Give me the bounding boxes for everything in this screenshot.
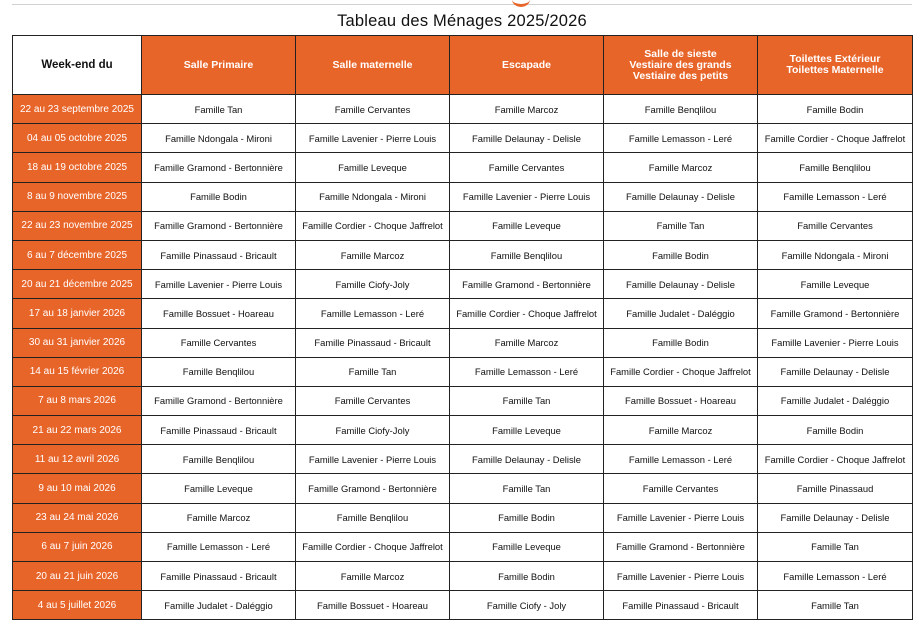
assignment-cell: Famille Lavenier - Pierre Louis bbox=[604, 562, 758, 591]
column-header-zone bbox=[604, 36, 758, 95]
assignment-cell: Famille Ciofy - Joly bbox=[450, 591, 604, 620]
assignment-cell: Famille Gramond - Bertonnière bbox=[604, 532, 758, 561]
table-row bbox=[13, 270, 913, 299]
assignment-cell: Famille Lavenier - Pierre Louis bbox=[142, 270, 296, 299]
assignment-cell: Famille Delaunay - Delisle bbox=[758, 357, 913, 386]
assignment-cell: Famille Bodin bbox=[450, 562, 604, 591]
table-row bbox=[13, 416, 913, 445]
assignment-cell: Famille Ndongala - Mironi bbox=[296, 182, 450, 211]
weekend-date-cell: 9 au 10 mai 2026 bbox=[13, 474, 142, 503]
weekend-date-cell: 20 au 21 juin 2026 bbox=[13, 562, 142, 591]
assignment-cell: Famille Gramond - Bertonnière bbox=[450, 270, 604, 299]
table-row bbox=[13, 182, 913, 211]
roster-body bbox=[13, 95, 913, 620]
table-row bbox=[13, 328, 913, 357]
assignment-cell: Famille Delaunay - Delisle bbox=[604, 182, 758, 211]
table-row bbox=[13, 124, 913, 153]
assignment-cell: Famille Ciofy-Joly bbox=[296, 416, 450, 445]
assignment-cell: Famille Pinassaud - Bricault bbox=[142, 562, 296, 591]
assignment-cell: Famille Lavenier - Pierre Louis bbox=[296, 445, 450, 474]
assignment-cell: Famille Lavenier - Pierre Louis bbox=[758, 328, 913, 357]
assignment-cell: Famille Gramond - Bertonnière bbox=[142, 386, 296, 415]
assignment-cell: Famille Ndongala - Mironi bbox=[142, 124, 296, 153]
weekend-date-cell: 6 au 7 décembre 2025 bbox=[13, 240, 142, 269]
column-header-zone bbox=[296, 36, 450, 95]
column-header-zone bbox=[142, 36, 296, 95]
weekend-date-cell: 4 au 5 juillet 2026 bbox=[13, 591, 142, 620]
assignment-cell: Famille Leveque bbox=[450, 211, 604, 240]
assignment-cell: Famille Lavenier - Pierre Louis bbox=[296, 124, 450, 153]
column-header-line: Salle maternelle bbox=[332, 58, 413, 71]
assignment-cell: Famille Tan bbox=[604, 211, 758, 240]
assignment-cell: Famille Gramond - Bertonnière bbox=[142, 211, 296, 240]
assignment-cell: Famille Bodin bbox=[450, 503, 604, 532]
weekend-date-cell: 17 au 18 janvier 2026 bbox=[13, 299, 142, 328]
table-row bbox=[13, 153, 913, 182]
assignment-cell: Famille Benqlilou bbox=[142, 445, 296, 474]
assignment-cell: Famille Delaunay - Delisle bbox=[758, 503, 913, 532]
assignment-cell: Famille Lemasson - Leré bbox=[296, 299, 450, 328]
assignment-cell: Famille Tan bbox=[450, 474, 604, 503]
assignment-cell: Famille Cervantes bbox=[296, 386, 450, 415]
assignment-cell: Famille Tan bbox=[296, 357, 450, 386]
weekend-date-cell: 8 au 9 novembre 2025 bbox=[13, 182, 142, 211]
assignment-cell: Famille Gramond - Bertonnière bbox=[296, 474, 450, 503]
table-row bbox=[13, 211, 913, 240]
assignment-cell: Famille Lemasson - Leré bbox=[758, 182, 913, 211]
weekend-date-cell: 21 au 22 mars 2026 bbox=[13, 416, 142, 445]
assignment-cell: Famille Marcoz bbox=[296, 562, 450, 591]
assignment-cell: Famille Lemasson - Leré bbox=[142, 532, 296, 561]
assignment-cell: Famille Lemasson - Leré bbox=[758, 562, 913, 591]
weekend-date-cell: 6 au 7 juin 2026 bbox=[13, 532, 142, 561]
assignment-cell: Famille Pinassaud - Bricault bbox=[142, 240, 296, 269]
assignment-cell: Famille Lemasson - Leré bbox=[604, 124, 758, 153]
assignment-cell: Famille Cervantes bbox=[296, 95, 450, 124]
weekend-date-cell: 20 au 21 décembre 2025 bbox=[13, 270, 142, 299]
top-divider bbox=[12, 4, 912, 5]
weekend-date-cell: 7 au 8 mars 2026 bbox=[13, 386, 142, 415]
assignment-cell: Famille Leveque bbox=[758, 270, 913, 299]
assignment-cell: Famille Tan bbox=[758, 532, 913, 561]
column-header-line: Vestiaire des grands bbox=[629, 58, 732, 71]
assignment-cell: Famille Cervantes bbox=[758, 211, 913, 240]
assignment-cell: Famille Judalet - Daléggio bbox=[758, 386, 913, 415]
column-header-date: Week-end du bbox=[13, 36, 142, 95]
table-row bbox=[13, 591, 913, 620]
assignment-cell: Famille Ciofy-Joly bbox=[296, 270, 450, 299]
column-header-line: Toilettes Extérieur bbox=[789, 53, 881, 65]
assignment-cell: Famille Cordier - Choque Jaffrelot bbox=[296, 532, 450, 561]
column-header-line: Salle de sieste bbox=[644, 47, 717, 60]
table-row bbox=[13, 386, 913, 415]
assignment-cell: Famille Leveque bbox=[450, 416, 604, 445]
weekend-date-cell: 22 au 23 septembre 2025 bbox=[13, 95, 142, 124]
column-header-line: Vestiaire des petits bbox=[632, 69, 729, 82]
column-header-line: Toilettes Maternelle bbox=[786, 64, 884, 76]
assignment-cell: Famille Cordier - Choque Jaffrelot bbox=[296, 211, 450, 240]
assignment-cell: Famille Cordier - Choque Jaffrelot bbox=[604, 357, 758, 386]
assignment-cell: Famille Cervantes bbox=[450, 153, 604, 182]
assignment-cell: Famille Pinassaud - Bricault bbox=[142, 416, 296, 445]
assignment-cell: Famille Lemasson - Leré bbox=[450, 357, 604, 386]
assignment-cell: Famille Cervantes bbox=[604, 474, 758, 503]
assignment-cell: Famille Benqlilou bbox=[758, 153, 913, 182]
assignment-cell: Famille Bossuet - Hoareau bbox=[604, 386, 758, 415]
assignment-cell: Famille Lavenier - Pierre Louis bbox=[604, 503, 758, 532]
weekend-date-cell: 11 au 12 avril 2026 bbox=[13, 445, 142, 474]
assignment-cell: Famille Marcoz bbox=[142, 503, 296, 532]
header-row bbox=[13, 36, 913, 95]
cleaning-roster-table bbox=[12, 35, 913, 620]
assignment-cell: Famille Bossuet - Hoareau bbox=[296, 591, 450, 620]
assignment-cell: Famille Bodin bbox=[142, 182, 296, 211]
assignment-cell: Famille Judalet - Daléggio bbox=[142, 591, 296, 620]
assignment-cell: Famille Marcoz bbox=[296, 240, 450, 269]
assignment-cell: Famille Ndongala - Mironi bbox=[758, 240, 913, 269]
assignment-cell: Famille Bodin bbox=[758, 95, 913, 124]
assignment-cell: Famille Delaunay - Delisle bbox=[450, 445, 604, 474]
assignment-cell: Famille Bodin bbox=[604, 240, 758, 269]
column-header-zone bbox=[758, 36, 913, 95]
assignment-cell: Famille Leveque bbox=[142, 474, 296, 503]
assignment-cell: Famille Lemasson - Leré bbox=[604, 445, 758, 474]
assignment-cell: Famille Cordier - Choque Jaffrelot bbox=[758, 445, 913, 474]
assignment-cell: Famille Marcoz bbox=[604, 153, 758, 182]
assignment-cell: Famille Bodin bbox=[604, 328, 758, 357]
table-row bbox=[13, 532, 913, 561]
assignment-cell: Famille Bossuet - Hoareau bbox=[142, 299, 296, 328]
column-header-line: Escapade bbox=[501, 58, 552, 71]
weekend-date-cell: 22 au 23 novembre 2025 bbox=[13, 211, 142, 240]
weekend-date-cell: 14 au 15 février 2026 bbox=[13, 357, 142, 386]
column-header-zone bbox=[450, 36, 604, 95]
table-row bbox=[13, 357, 913, 386]
assignment-cell: Famille Cordier - Choque Jaffrelot bbox=[450, 299, 604, 328]
assignment-cell: Famille Lavenier - Pierre Louis bbox=[450, 182, 604, 211]
table-row bbox=[13, 474, 913, 503]
assignment-cell: Famille Leveque bbox=[296, 153, 450, 182]
assignment-cell: Famille Cervantes bbox=[142, 328, 296, 357]
assignment-cell: Famille Marcoz bbox=[604, 416, 758, 445]
assignment-cell: Famille Marcoz bbox=[450, 95, 604, 124]
assignment-cell: Famille Tan bbox=[758, 591, 913, 620]
assignment-cell: Famille Gramond - Bertonnière bbox=[758, 299, 913, 328]
assignment-cell: Famille Tan bbox=[450, 386, 604, 415]
assignment-cell: Famille Pinassaud - Bricault bbox=[296, 328, 450, 357]
assignment-cell: Famille Benqlilou bbox=[604, 95, 758, 124]
table-row bbox=[13, 299, 913, 328]
table-row bbox=[13, 562, 913, 591]
logo-mark bbox=[512, 0, 530, 7]
assignment-cell: Famille Benqlilou bbox=[296, 503, 450, 532]
table-row bbox=[13, 95, 913, 124]
assignment-cell: Famille Judalet - Daléggio bbox=[604, 299, 758, 328]
assignment-cell: Famille Bodin bbox=[758, 416, 913, 445]
assignment-cell: Famille Benqlilou bbox=[450, 240, 604, 269]
assignment-cell: Famille Tan bbox=[142, 95, 296, 124]
column-header-line: Salle Primaire bbox=[183, 58, 254, 71]
assignment-cell: Famille Gramond - Bertonnière bbox=[142, 153, 296, 182]
table-row bbox=[13, 503, 913, 532]
assignment-cell: Famille Marcoz bbox=[450, 328, 604, 357]
assignment-cell: Famille Pinassaud - Bricault bbox=[604, 591, 758, 620]
weekend-date-cell: 23 au 24 mai 2026 bbox=[13, 503, 142, 532]
weekend-date-cell: 18 au 19 octobre 2025 bbox=[13, 153, 142, 182]
assignment-cell: Famille Delaunay - Delisle bbox=[450, 124, 604, 153]
assignment-cell: Famille Cordier - Choque Jaffrelot bbox=[758, 124, 913, 153]
weekend-date-cell: 04 au 05 octobre 2025 bbox=[13, 124, 142, 153]
assignment-cell: Famille Leveque bbox=[450, 532, 604, 561]
table-row bbox=[13, 240, 913, 269]
assignment-cell: Famille Delaunay - Delisle bbox=[604, 270, 758, 299]
assignment-cell: Famille Benqlilou bbox=[142, 357, 296, 386]
weekend-date-cell: 30 au 31 janvier 2026 bbox=[13, 328, 142, 357]
table-row bbox=[13, 445, 913, 474]
page-title: Tableau des Ménages 2025/2026 bbox=[337, 12, 587, 30]
assignment-cell: Famille Pinassaud bbox=[758, 474, 913, 503]
